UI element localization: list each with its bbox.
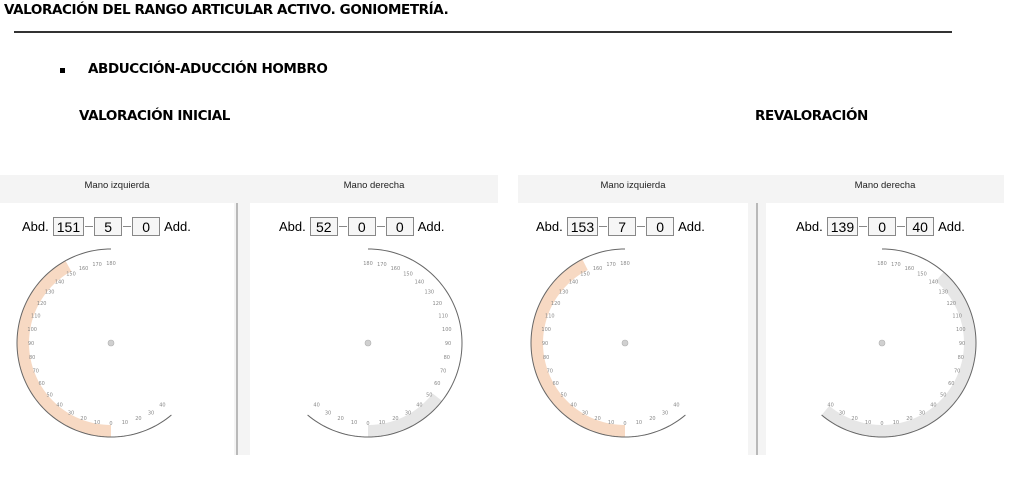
tick-label: 60 [38, 381, 45, 387]
scale-arc [17, 249, 171, 437]
tick-label: 180 [620, 261, 630, 267]
add-label: Add. [678, 218, 705, 234]
tick-label: 30 [838, 410, 846, 417]
tick-label: 70 [32, 368, 39, 375]
abduction-value[interactable]: 151 [53, 217, 84, 236]
tick-label: 70 [440, 368, 447, 375]
tick-label: 110 [952, 313, 962, 320]
initial-assessment-heading: VALORACIÓN INICIAL [79, 108, 230, 124]
tick-label: 100 [27, 327, 37, 334]
tick-label: 90 [958, 341, 966, 347]
tick-label: 60 [948, 381, 955, 387]
tick-label: 20 [851, 416, 858, 423]
tick-label: 160 [78, 265, 89, 272]
tick-label: 20 [594, 416, 601, 423]
tick-label: 70 [546, 368, 553, 375]
tick-label: 170 [92, 262, 102, 269]
abduction-value[interactable]: 153 [567, 217, 598, 236]
tick-label: 0 [109, 421, 113, 427]
tick-label: 30 [661, 410, 669, 417]
separator [859, 226, 867, 227]
tick-label: 120 [550, 301, 561, 307]
tick-label: 0 [366, 421, 370, 427]
tick-label: 140 [928, 279, 939, 286]
pane-divider [236, 203, 238, 455]
tick-label: 100 [956, 327, 966, 334]
tick-label: 170 [891, 262, 901, 269]
range-band [17, 261, 111, 437]
abd-label: Abd. [536, 218, 563, 234]
tick-label: 50 [46, 392, 53, 399]
tick-label: 20 [80, 416, 87, 423]
tick-label: 130 [558, 289, 569, 296]
tick-label: 50 [940, 392, 947, 399]
tick-label: 20 [135, 416, 142, 423]
tick-label: 10 [607, 419, 615, 426]
bullet-icon [60, 68, 65, 73]
goniometer-dial-right-initial[interactable] [263, 236, 483, 456]
tick-label: 60 [552, 381, 559, 387]
tick-label: 180 [363, 261, 373, 267]
adduction-value[interactable]: 40 [906, 217, 934, 236]
tick-label: 20 [649, 416, 656, 423]
tick-label: 30 [67, 410, 75, 417]
section-heading: ABDUCCIÓN-ADUCCIÓN HOMBRO [88, 61, 328, 77]
tick-label: 40 [827, 402, 834, 409]
scale-arc [822, 249, 976, 437]
tick-label: 90 [27, 341, 35, 347]
goniometer-readout [18, 215, 195, 237]
goniometer-dial-left-re[interactable] [520, 236, 740, 456]
separator [377, 226, 385, 227]
tick-label: 40 [313, 402, 320, 409]
neutral-value[interactable]: 0 [348, 217, 376, 236]
add-label: Add. [164, 218, 191, 234]
tick-label: 70 [954, 368, 961, 375]
tick-label: 40 [930, 402, 937, 409]
tick-label: 10 [635, 419, 643, 426]
tick-label: 80 [29, 354, 36, 361]
goniometer-readout [532, 215, 709, 237]
tick-label: 110 [31, 313, 41, 320]
goniometer-dial-right-re[interactable] [777, 236, 997, 456]
tick-label: 10 [350, 419, 358, 426]
tick-label: 30 [404, 410, 412, 417]
tick-label: 160 [390, 265, 401, 272]
tick-label: 50 [560, 392, 567, 399]
tick-label: 0 [623, 421, 627, 427]
tick-label: 90 [541, 341, 549, 347]
tick-label: 30 [147, 410, 155, 417]
goniometer-readout [275, 215, 449, 237]
tick-label: 30 [581, 410, 589, 417]
tick-label: 0 [880, 421, 884, 427]
goniometer-readout [792, 215, 969, 237]
abd-label: Abd. [279, 218, 306, 234]
tick-label: 40 [159, 402, 166, 409]
abd-label: Abd. [796, 218, 823, 234]
tick-label: 10 [93, 419, 101, 426]
tick-label: 20 [337, 416, 344, 423]
scale-arc [308, 249, 462, 437]
add-label: Add. [938, 218, 965, 234]
tick-label: 110 [545, 313, 555, 320]
tick-label: 80 [543, 354, 550, 361]
adduction-value[interactable]: 0 [132, 217, 160, 236]
tick-label: 180 [106, 261, 116, 267]
tick-label: 100 [442, 327, 452, 334]
goniometer-dial-left-initial[interactable] [6, 236, 226, 456]
add-label: Add. [417, 218, 445, 234]
tick-label: 130 [938, 289, 949, 296]
tick-label: 140 [568, 279, 579, 286]
tick-label: 170 [377, 262, 387, 269]
tick-label: 30 [918, 410, 926, 417]
tick-label: 150 [580, 271, 590, 278]
tick-label: 20 [906, 416, 913, 423]
tick-label: 40 [570, 402, 577, 409]
separator [339, 226, 347, 227]
tick-label: 150 [403, 271, 413, 278]
tick-label: 180 [877, 261, 887, 267]
pivot-point [365, 340, 371, 346]
tick-label: 140 [414, 279, 425, 286]
separator [85, 226, 93, 227]
tick-label: 100 [541, 327, 551, 334]
tick-label: 160 [592, 265, 603, 272]
tick-label: 170 [606, 262, 616, 269]
neutral-value[interactable]: 5 [94, 217, 122, 236]
tick-label: 150 [66, 271, 76, 278]
abduction-value[interactable]: 139 [827, 217, 858, 236]
tick-label: 10 [892, 419, 900, 426]
tick-label: 130 [424, 289, 435, 296]
abduction-value[interactable]: 52 [310, 217, 338, 236]
adduction-value[interactable]: 0 [386, 217, 414, 236]
neutral-value[interactable]: 7 [608, 217, 636, 236]
page-title: VALORACIÓN DEL RANGO ARTICULAR ACTIVO. GONIOMETRÍA. [4, 2, 449, 18]
pivot-point [879, 340, 885, 346]
pivot-point [622, 340, 628, 346]
hand-title: Mano izquierda [600, 180, 666, 191]
pivot-point [108, 340, 114, 346]
scale-arc [531, 249, 685, 437]
separator [637, 226, 645, 227]
tick-label: 50 [426, 392, 433, 399]
tick-label: 90 [444, 341, 452, 347]
tick-label: 80 [957, 354, 964, 361]
tick-label: 30 [324, 410, 332, 417]
tick-label: 140 [54, 279, 65, 286]
tick-label: 10 [378, 419, 386, 426]
separator [123, 226, 131, 227]
tick-label: 150 [917, 271, 927, 278]
reassessment-heading: REVALORACIÓN [755, 108, 868, 124]
abd-label: Abd. [22, 218, 49, 234]
tick-label: 130 [44, 289, 55, 296]
range-band [531, 259, 625, 437]
title-underline [14, 31, 952, 33]
tick-label: 60 [434, 381, 441, 387]
neutral-value[interactable]: 0 [868, 217, 896, 236]
tick-label: 120 [36, 301, 47, 307]
tick-label: 10 [864, 419, 872, 426]
tick-label: 20 [392, 416, 399, 423]
tick-label: 120 [946, 301, 957, 307]
tick-label: 160 [904, 265, 915, 272]
tick-label: 40 [673, 402, 680, 409]
hand-title: Mano derecha [854, 180, 916, 191]
tick-label: 40 [416, 402, 423, 409]
tick-label: 40 [56, 402, 63, 409]
tick-label: 10 [121, 419, 129, 426]
hand-title: Mano derecha [343, 180, 405, 191]
hand-title: Mano izquierda [84, 180, 150, 191]
adduction-value[interactable]: 0 [646, 217, 674, 236]
tick-label: 80 [443, 354, 450, 361]
pane-divider [756, 203, 758, 455]
tick-label: 120 [432, 301, 443, 307]
separator [599, 226, 607, 227]
separator [897, 226, 905, 227]
tick-label: 110 [438, 313, 448, 320]
